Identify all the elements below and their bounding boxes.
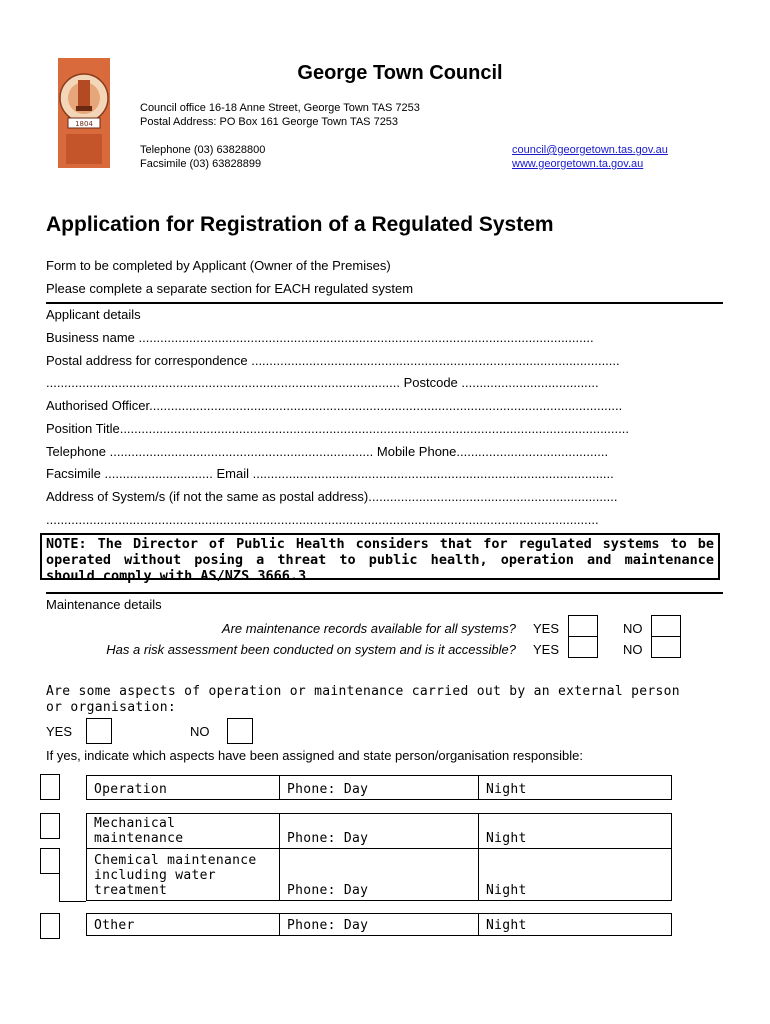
aspect-night[interactable]: Night	[479, 914, 672, 936]
postal-address-field[interactable]: Postal address for correspondence ......................................................................................................	[46, 353, 620, 368]
question-records: Are maintenance records available for all systems?	[221, 621, 516, 636]
external-no-label: NO	[190, 724, 210, 739]
external-yes-label: YES	[46, 724, 73, 739]
aspect-night[interactable]: Night	[479, 814, 672, 849]
question-records-yes-label: YES	[533, 621, 560, 636]
logo-year: 1804	[75, 120, 93, 128]
aspect-row-mechanical	[86, 813, 672, 849]
aspect-label: Operation	[87, 776, 280, 800]
aspect-row-chemical	[86, 848, 672, 901]
aspect-night[interactable]: Night	[479, 776, 672, 800]
records-yes-checkbox[interactable]	[568, 615, 598, 637]
postal-address: Postal Address: PO Box 161 George Town TAS 7253	[140, 116, 399, 128]
aspect-night[interactable]: Night	[479, 849, 672, 901]
connector-line	[59, 901, 86, 902]
divider	[46, 302, 723, 304]
system-address-field[interactable]: Address of System/s (if not the same as postal address).....................................................................	[46, 489, 618, 504]
position-title-field[interactable]: Position Title.............................................................................................................................................	[46, 421, 629, 436]
question-records-no-label: NO	[623, 621, 643, 636]
risk-no-checkbox[interactable]	[651, 636, 681, 658]
telephone-mobile-field[interactable]: Telephone ......................................................................... Mobile Phone..........................................	[46, 444, 609, 459]
note-box: NOTE: The Director of Public Health considers that for regulated systems to be operated without posing a threat to public health, operation and maintenance should comply with AS/NZS 3666.3	[40, 533, 720, 580]
office-address: Council office 16-18 Anne Street, George Town TAS 7253	[140, 102, 420, 114]
aspect-other-checkbox[interactable]	[40, 913, 60, 939]
aspect-phone-day[interactable]: Phone: Day	[280, 776, 479, 800]
aspect-mechanical-checkbox[interactable]	[40, 813, 60, 839]
question-risk-no-label: NO	[623, 642, 643, 657]
council-logo	[58, 58, 110, 168]
aspect-label: Other	[87, 914, 280, 936]
connector-line	[59, 872, 60, 902]
external-no-checkbox[interactable]	[227, 718, 253, 744]
intro-text-1: Form to be completed by Applicant (Owner of the Premises)	[46, 258, 391, 273]
aspect-chemical-checkbox[interactable]	[40, 848, 60, 874]
aspect-operation-checkbox[interactable]	[40, 774, 60, 800]
telephone: Telephone (03) 63828800	[140, 144, 266, 156]
aspect-label: Mechanical maintenance	[87, 814, 280, 849]
postcode-field[interactable]: .................................................................................................. Postcode ......................................	[46, 375, 599, 390]
authorised-officer-field[interactable]: Authorised Officer...................................................................................................................................	[46, 398, 623, 413]
aspect-row-other	[86, 913, 672, 936]
aspect-phone-day[interactable]: Phone: Day	[280, 914, 479, 936]
business-name-field[interactable]: Business name ..............................................................................................................................	[46, 330, 594, 345]
aspect-label: Chemical maintenance including water treatment	[87, 849, 280, 901]
website-link[interactable]: www.georgetown.ta.gov.au	[512, 158, 644, 170]
intro-text-2: Please complete a separate section for EACH regulated system	[46, 281, 414, 296]
if-yes-text: If yes, indicate which aspects have been assigned and state person/organisation responsible:	[46, 748, 583, 763]
form-title: Application for Registration of a Regulated System	[46, 213, 554, 236]
system-address-cont-field[interactable]: .........................................................................................................................................................	[46, 512, 599, 527]
fax-email-field[interactable]: Facsimile .............................. Email ....................................................................................................	[46, 466, 614, 481]
aspect-phone-day[interactable]: Phone: Day	[280, 849, 479, 901]
aspect-phone-day[interactable]: Phone: Day	[280, 814, 479, 849]
facsimile: Facsimile (03) 63828899	[140, 158, 262, 170]
records-no-checkbox[interactable]	[651, 615, 681, 637]
applicant-heading: Applicant details	[46, 307, 141, 322]
risk-yes-checkbox[interactable]	[568, 636, 598, 658]
external-yes-checkbox[interactable]	[86, 718, 112, 744]
maintenance-heading: Maintenance details	[46, 597, 162, 612]
question-risk: Has a risk assessment been conducted on system and is it accessible?	[106, 642, 516, 657]
divider	[46, 592, 723, 594]
org-name: George Town Council	[297, 62, 503, 84]
question-risk-yes-label: YES	[533, 642, 560, 657]
external-question: Are some aspects of operation or maintenance carried out by an external person or organisation:	[46, 684, 680, 715]
aspect-row-operation	[86, 775, 672, 800]
email-link[interactable]: council@georgetown.tas.gov.au	[512, 144, 668, 156]
